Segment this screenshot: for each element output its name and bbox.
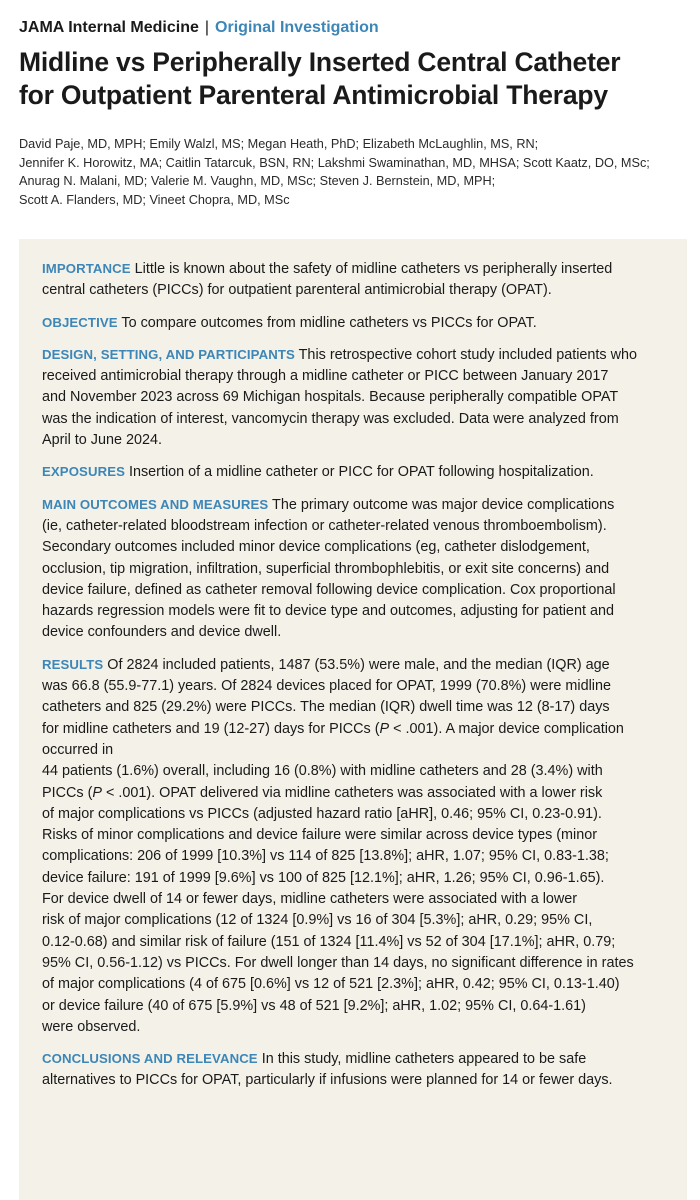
results-text: 44 patients (1.6%) overall, including 16 (0.8%) with midline catheters and 28 (3.4%) with <box>42 763 603 780</box>
outcomes-text: hazards regression models were fit to device type and outcomes, adjusting for patient and <box>42 603 614 620</box>
author-line: Anurag N. Malani, MD; Valerie M. Vaughn, MD, MSc; Steven J. Bernstein, MD, MPH; <box>19 174 496 188</box>
exposures-label: EXPOSURES <box>42 464 125 480</box>
abstract-conclusions <box>42 1048 672 1092</box>
outcomes-text: device failure, defined as catheter removal following device complication. Cox proportional <box>42 581 616 598</box>
outcomes-label: MAIN OUTCOMES AND MEASURES <box>42 496 269 512</box>
results-text: were observed. <box>42 1018 141 1035</box>
design-text: was the indication of interest, vancomycin therapy was excluded. Data were analyzed from <box>42 410 619 427</box>
importance-label: IMPORTANCE <box>42 261 131 276</box>
abstract-results <box>42 654 672 1038</box>
outcomes-text: (ie, catheter-related bloodstream infection or catheter-related venous thromboembolism). <box>42 517 607 534</box>
results-text: or device failure (40 of 675 [5.9%] vs 48 of 521 [9.2%]; aHR, 1.02; 95% CI, 0.64-1.61) <box>42 997 586 1014</box>
results-text: Risks of minor complications and device failure were similar across device types (minor <box>42 827 598 844</box>
design-text: and November 2023 across 69 Michigan hospitals. Because peripherally compatible OPAT <box>42 389 619 406</box>
importance-text: central catheters (PICCs) for outpatient parenteral antimicrobial therapy (OPAT). <box>42 282 552 299</box>
title-line-2: for Outpatient Parenteral Antimicrobial Therapy <box>19 80 608 110</box>
outcomes-text: device confounders and device dwell. <box>42 624 282 641</box>
results-label: RESULTS <box>42 656 104 672</box>
author-list <box>19 135 689 209</box>
objective-label: OBJECTIVE <box>42 314 118 330</box>
article-title <box>19 46 689 112</box>
results-text: For device dwell of 14 or fewer days, midline catheters were associated with a lower <box>42 891 578 908</box>
objective-text: To compare outcomes from midline catheters vs PICCs for OPAT. <box>117 314 537 331</box>
title-line-1: Midline vs Peripherally Inserted Central Catheter <box>19 47 621 77</box>
journal-name: JAMA Internal Medicine <box>19 19 199 36</box>
conclusions-text: alternatives to PICCs for OPAT, particularly if infusions were planned for 14 or fewer days. <box>42 1072 613 1089</box>
abstract-content <box>42 258 672 1102</box>
exposures-text: Insertion of a midline catheter or PICC for OPAT following hospitalization. <box>124 464 594 481</box>
results-text: 95% CI, 0.56-1.12) vs PICCs. For dwell longer than 14 days, no significant difference in rates <box>42 954 634 971</box>
outcomes-text: Secondary outcomes included minor device complications (eg, catheter dislodgement, <box>42 539 590 556</box>
abstract-objective <box>42 312 672 334</box>
results-text: was 66.8 (55.9-77.1) years. Of 2824 devices placed for OPAT, 1999 (70.8%) were midline <box>42 678 611 695</box>
results-text: Of 2824 included patients, 1487 (53.5%) were male, and the median (IQR) age <box>103 656 610 673</box>
results-text: for midline catheters and 19 (12-27) days for PICCs (P < .001). A major device complication <box>42 720 624 737</box>
outcomes-text: The primary outcome was major device complications <box>268 496 615 513</box>
design-text: April to June 2024. <box>42 432 163 449</box>
results-text: complications: 206 of 1999 [10.3%] vs 114 of 825 [13.8%]; aHR, 1.07; 95% CI, 0.83-1.38; <box>42 848 609 865</box>
results-text: catheters and 825 (29.2%) were PICCs. The median (IQR) dwell time was 12 (8-17) days <box>42 699 610 716</box>
article-type: Original Investigation <box>215 19 379 36</box>
author-line: Jennifer K. Horowitz, MA; Caitlin Tatarcuk, BSN, RN; Lakshmi Swaminathan, MD, MHSA; Scott Kaatz, DO, MSc; <box>19 155 650 170</box>
outcomes-text: occlusion, tip migration, infiltration, superficial thrombophlebitis, or exit site concerns) and <box>42 560 610 577</box>
abstract-design <box>42 344 672 451</box>
abstract-exposures <box>42 461 672 483</box>
results-text: 0.12-0.68) and similar risk of failure (151 of 1324 [11.4%] vs 52 of 304 [17.1%]; aHR, 0.79; <box>42 933 616 950</box>
results-text: device failure: 191 of 1999 [9.6%] vs 100 of 825 [12.1%]; aHR, 1.26; 95% CI, 0.96-1.65). <box>42 869 605 886</box>
conclusions-label: CONCLUSIONS AND RELEVANCE <box>42 1051 258 1067</box>
abstract-importance <box>42 258 672 302</box>
importance-text: Little is known about the safety of midline catheters vs peripherally inserted <box>130 261 613 277</box>
design-text: received antimicrobial therapy through a midline catheter or PICC between January 2017 <box>42 368 609 385</box>
results-text: PICCs (P < .001). OPAT delivered via midline catheters was associated with a lower risk <box>42 784 603 801</box>
author-line: Scott A. Flanders, MD; Vineet Chopra, MD, MSc <box>19 192 290 207</box>
abstract-outcomes <box>42 494 672 644</box>
results-text: occurred in <box>42 741 114 758</box>
author-line: David Paje, MD, MPH; Emily Walzl, MS; Megan Heath, PhD; Elizabeth McLaughlin, MS, RN; <box>19 137 539 151</box>
results-text: of major complications (4 of 675 [0.6%] vs 12 of 521 [2.3%]; aHR, 0.42; 95% CI, 0.13-1.40) <box>42 976 620 993</box>
conclusions-text: In this study, midline catheters appeared to be safe <box>257 1051 587 1068</box>
results-text: risk of major complications (12 of 1324 [0.9%] vs 16 of 304 [5.3%]; aHR, 0.29; 95% CI, <box>42 912 593 929</box>
journal-header <box>19 18 379 38</box>
header-separator: | <box>204 19 210 36</box>
results-text: of major complications vs PICCs (adjusted hazard ratio [aHR], 0.46; 95% CI, 0.23-0.91). <box>42 805 602 822</box>
design-label: DESIGN, SETTING, AND PARTICIPANTS <box>42 346 295 362</box>
design-text: This retrospective cohort study included patients who <box>294 346 637 363</box>
abstract-box <box>19 239 687 1200</box>
